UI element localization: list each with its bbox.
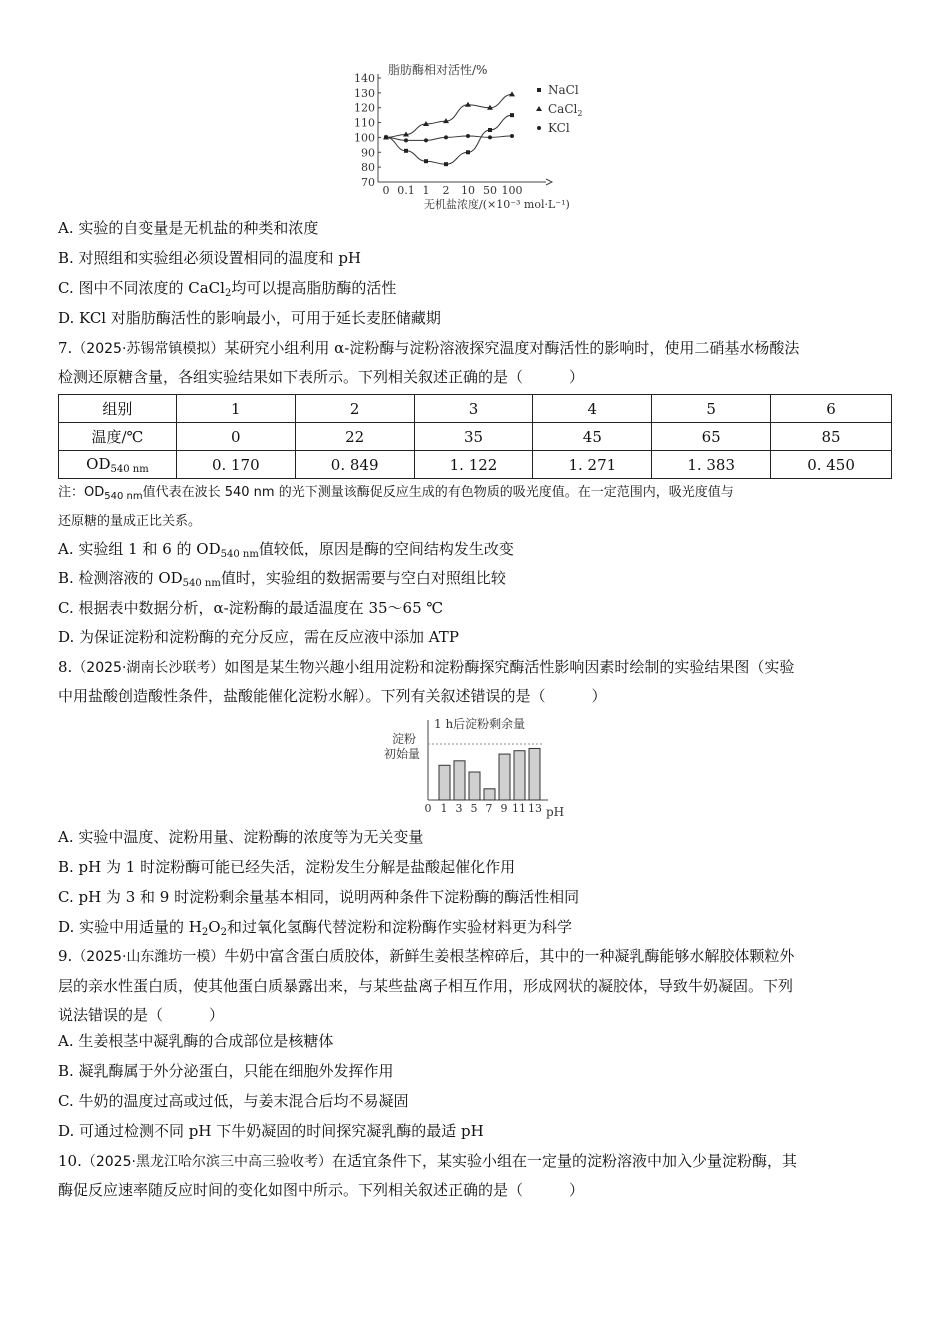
note-post: 值代表在波长 540 nm 的光下测量该酶促反应生成的有色物质的吸光度值。在一定范围内，吸光度值与 [142, 485, 734, 500]
x-tick-label: 0 [382, 184, 390, 197]
y-tick-label: 120 [354, 101, 375, 115]
q8-stem-line2 [58, 685, 894, 707]
q8-d-pre: D. 实验中用适量的 H [58, 918, 202, 936]
q8-stem-text: 如图是某生物兴趣小组用淀粉和淀粉酶探究酶活性影响因素时绘制的实验结果图（实验 [224, 658, 795, 676]
table-cell [59, 451, 177, 479]
x-tick-label: 100 [501, 184, 523, 197]
table-cell: 1. 383 [652, 451, 771, 479]
q7-note-line2: 还原糖的量成正比关系。 [58, 514, 202, 529]
table-cell: 2 [295, 395, 414, 423]
table-cell: 0. 170 [176, 451, 295, 479]
q7-note-line1 [58, 482, 894, 508]
x-tick-label: 2 [442, 184, 450, 197]
q8-d-sub1: 2 [201, 927, 209, 938]
table-cell: 3 [414, 395, 533, 423]
q8-stem-line1 [58, 656, 894, 679]
y-tick-label: 80 [361, 161, 375, 175]
data-point [384, 135, 388, 139]
x-tick-label: 13 [528, 802, 542, 815]
q9-source: （2025·山东潍坊一模） [72, 949, 225, 965]
data-point [444, 135, 448, 139]
chart2-ref-label-2: 初始量 [384, 747, 421, 761]
q7-a-sub: 540 nm [220, 549, 259, 560]
q9-paren-close: ） [209, 1006, 225, 1024]
chart1-axes [378, 74, 552, 185]
series-line-cacl2 [386, 94, 512, 137]
od-sub: 540 nm [110, 463, 149, 475]
legend-label: NaCl [548, 83, 579, 97]
q6-option-c [58, 277, 894, 305]
q9-option-a: A. 生姜根茎中凝乳酶的合成部位是核糖体 [58, 1032, 334, 1050]
q10-stem-text: 在适宜条件下，某实验小组在一定量的淀粉溶液中加入少量淀粉酶，其 [331, 1152, 797, 1170]
chart1-series [383, 91, 515, 166]
table-cell: 22 [295, 423, 414, 451]
q9-stem-line3 [58, 1004, 894, 1026]
q7-stem-line2 [58, 366, 894, 388]
q9-stem-text3: 说法错误的是（ [58, 1006, 164, 1024]
legend-marker [537, 88, 541, 92]
table-cell: 65 [652, 423, 771, 451]
data-point [510, 134, 514, 138]
table-cell: 0. 450 [771, 451, 892, 479]
table-row [59, 451, 892, 479]
q8-source: （2025·湖南长沙联考） [72, 660, 225, 676]
x-tick-label: 0.1 [397, 184, 415, 197]
x-tick-label: 50 [483, 184, 497, 197]
chart2-ylabel: 1 h后淀粉剩余量 [434, 717, 526, 731]
legend-marker [536, 106, 542, 111]
q8-d-post: 和过氧化氢酶代替淀粉和淀粉酶作实验材料更为科学 [226, 918, 572, 936]
q8-stem-text2: 中用盐酸创造酸性条件，盐酸能催化淀粉水解）。下列有关叙述错误的是（ [58, 687, 546, 705]
q6-option-b: B. 对照组和实验组必须设置相同的温度和 pH [58, 249, 362, 267]
x-arrow [546, 179, 552, 185]
q7-b-post: 值时，实验组的数据需要与空白对照组比较 [220, 569, 506, 587]
q8-option-a: A. 实验中温度、淀粉用量、淀粉酶的浓度等为无关变量 [58, 828, 424, 846]
data-point [509, 91, 515, 96]
table-cell: 组别 [59, 395, 177, 423]
data-point [424, 159, 428, 163]
q7-stem-text2: 检测还原糖含量，各组实验结果如下表所示。下列相关叙述正确的是（ [58, 368, 524, 386]
data-point [424, 138, 428, 142]
bar-ph-1 [439, 765, 450, 800]
x-tick-label: 5 [470, 802, 478, 815]
chart2-xunit: pH [546, 805, 565, 819]
table-cell: 45 [533, 423, 652, 451]
q6-option-d: D. KCl 对脂肪酶活性的影响最小，可用于延长麦胚储藏期 [58, 309, 441, 327]
q10-source: （2025·黑龙江哈尔滨三中高三验收考） [81, 1154, 332, 1170]
q6-option-a: A. 实验的自变量是无机盐的种类和浓度 [58, 219, 319, 237]
x-tick-label: 3 [455, 802, 463, 815]
bar-ph-3 [454, 761, 465, 800]
data-point [510, 113, 514, 117]
chart1-legend [536, 83, 582, 135]
q9-stem-line1 [58, 945, 894, 968]
y-tick-label: 90 [361, 146, 375, 160]
q7-b-sub: 540 nm [182, 578, 221, 589]
chart1-ticks [354, 72, 523, 197]
y-tick-label: 140 [354, 72, 375, 85]
table-cell: 1 [176, 395, 295, 423]
lipase-activity-chart [350, 60, 610, 212]
table-cell: 6 [771, 395, 892, 423]
q10-stem-line1 [58, 1150, 894, 1173]
legend-marker [537, 126, 541, 130]
q7-paren-close: ） [569, 368, 585, 386]
legend-subscript: 2 [577, 109, 583, 118]
table-cell: 5 [652, 395, 771, 423]
table-cell: 1. 122 [414, 451, 533, 479]
q7-number: 7. [58, 339, 73, 357]
x-tick-label: 7 [485, 802, 493, 815]
table-cell: 1. 271 [533, 451, 652, 479]
q6-c-pre: C. 图中不同浓度的 CaCl [58, 279, 225, 297]
q8-d-sub2: 2 [220, 927, 227, 938]
table-cell: 温度/℃ [59, 423, 177, 451]
q8-d-mid: O [208, 918, 221, 936]
q10-stem-line2 [58, 1179, 894, 1201]
chart2-bars [439, 748, 540, 800]
q9-stem-text: 牛奶中富含蛋白质胶体，新鲜生姜根茎榨碎后，其中的一种凝乳酶能够水解胶体颗粒外 [224, 947, 795, 965]
data-point [465, 102, 471, 107]
y-tick-label: 130 [354, 86, 375, 100]
q9-option-d: D. 可通过检测不同 pH 下牛奶凝固的时间探究凝乳酶的最适 pH [58, 1122, 484, 1140]
q7-stem-line1 [58, 337, 894, 360]
x-tick-label: 10 [461, 184, 475, 197]
data-point [488, 135, 492, 139]
q8-option-c: C. pH 为 3 和 9 时淀粉剩余量基本相同，说明两种条件下淀粉酶的酶活性相同 [58, 888, 580, 906]
q10-paren-close: ） [569, 1181, 585, 1199]
bar-ph-13 [529, 748, 540, 800]
x-tick-label: 9 [500, 802, 508, 815]
q7-stem-text: 某研究小组利用 α-淀粉酶与淀粉溶液探究温度对酶活性的影响时，使用二硝基水杨酸法 [224, 339, 800, 357]
q7-results-table [58, 394, 892, 479]
data-point [444, 162, 448, 166]
note-sub: 540 nm [104, 491, 143, 502]
data-point [404, 149, 408, 153]
bar-ph-5 [469, 772, 480, 800]
bar-ph-7 [484, 789, 495, 800]
q8-number: 8. [58, 658, 73, 676]
table-cell: 4 [533, 395, 652, 423]
chart2-ref-label-1: 淀粉 [392, 732, 417, 746]
x-tick-label: 1 [440, 802, 448, 815]
q10-number: 10. [58, 1152, 82, 1170]
table-cell: 35 [414, 423, 533, 451]
q7-b-pre: B. 检测溶液的 OD [58, 569, 183, 587]
table-cell: 0 [176, 423, 295, 451]
q9-option-b: B. 凝乳酶属于外分泌蛋白，只能在细胞外发挥作用 [58, 1062, 394, 1080]
q7-option-a [58, 538, 894, 566]
q7-a-pre: A. 实验组 1 和 6 的 OD [58, 540, 221, 558]
q9-option-c: C. 牛奶的温度过高或过低，与姜末混合后均不易凝固 [58, 1092, 409, 1110]
table-row [59, 395, 892, 423]
q7-option-d: D. 为保证淀粉和淀粉酶的充分反应，需在反应液中添加 ATP [58, 628, 459, 646]
q6-c-sub: 2 [224, 288, 232, 299]
q10-stem-text2: 酶促反应速率随反应时间的变化如图中所示。下列相关叙述正确的是（ [58, 1181, 524, 1199]
bar-ph-9 [499, 754, 510, 800]
table-cell: 85 [771, 423, 892, 451]
y-tick-label: 110 [354, 116, 375, 130]
table-cell: 0. 849 [295, 451, 414, 479]
q8-paren-close: ） [591, 687, 607, 705]
legend-label: CaCl$_2$ [548, 102, 583, 118]
table-row [59, 423, 892, 451]
x-tick-label: 11 [512, 802, 526, 815]
chart1-ylabel: 脂肪酶相对活性/% [388, 63, 488, 77]
x-tick-label: 0 [424, 802, 432, 815]
q8-option-d [58, 916, 894, 944]
legend-label: KCl [548, 121, 570, 135]
q6-c-post: 均可以提高脂肪酶的活性 [231, 279, 397, 297]
od-label: OD [86, 454, 111, 473]
chart1-xlabel: 无机盐浓度/(×10⁻³ mol·L⁻¹) [424, 198, 570, 211]
data-point [488, 128, 492, 132]
note-pre: 注：OD [58, 485, 105, 500]
q7-a-post: 值较低，原因是酶的空间结构发生改变 [258, 540, 514, 558]
q7-source: （2025·苏锡常镇模拟） [72, 341, 225, 357]
y-tick-label: 100 [354, 131, 375, 145]
q9-stem-line2: 层的亲水性蛋白质，使其他蛋白质暴露出来，与某些盐离子相互作用，形成网状的凝胶体，导致牛奶凝固。下列 [58, 977, 794, 995]
data-point [466, 150, 470, 154]
q7-option-c: C. 根据表中数据分析，α-淀粉酶的最适温度在 35～65 ℃ [58, 599, 444, 617]
bar-ph-11 [514, 751, 525, 800]
q8-option-b: B. pH 为 1 时淀粉酶可能已经失活，淀粉发生分解是盐酸起催化作用 [58, 858, 516, 876]
data-point [404, 138, 408, 142]
y-tick-label: 70 [361, 176, 375, 189]
starch-remaining-chart [378, 712, 578, 820]
data-point [466, 134, 470, 138]
q9-number: 9. [58, 947, 73, 965]
q7-option-b [58, 567, 894, 595]
chart2-ticks [425, 802, 543, 815]
x-tick-label: 1 [422, 184, 430, 197]
